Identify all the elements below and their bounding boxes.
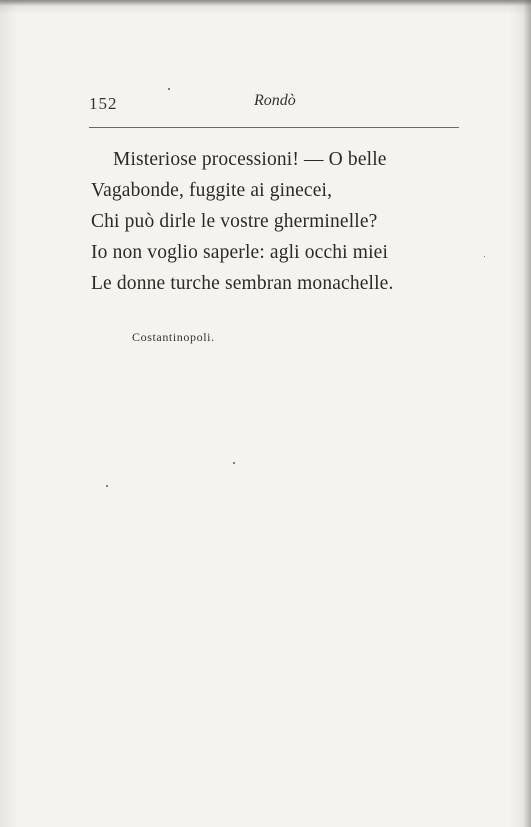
page-top-shadow	[0, 0, 531, 6]
poem-line-4: Io non voglio saperle: agli occhi miei	[91, 242, 389, 263]
poem-line-1: Misteriose processioni! — O belle	[113, 149, 387, 170]
ink-speck	[106, 485, 108, 487]
poem-stanza	[91, 144, 394, 299]
page-number: 152	[89, 94, 118, 113]
running-title: Rondò	[254, 92, 296, 109]
place-signature: Costantinopoli.	[132, 330, 215, 344]
poem-line-5: Le donne turche sembran monachelle.	[91, 273, 394, 294]
header-rule	[89, 127, 459, 128]
poem-line-2: Vagabonde, fuggite ai ginecei,	[91, 180, 333, 201]
ink-speck	[484, 256, 485, 257]
ink-speck	[168, 88, 170, 90]
page-right-shadow	[523, 0, 531, 827]
ink-speck	[233, 462, 235, 464]
poem-line-3: Chi può dirle le vostre gherminelle?	[91, 211, 378, 232]
